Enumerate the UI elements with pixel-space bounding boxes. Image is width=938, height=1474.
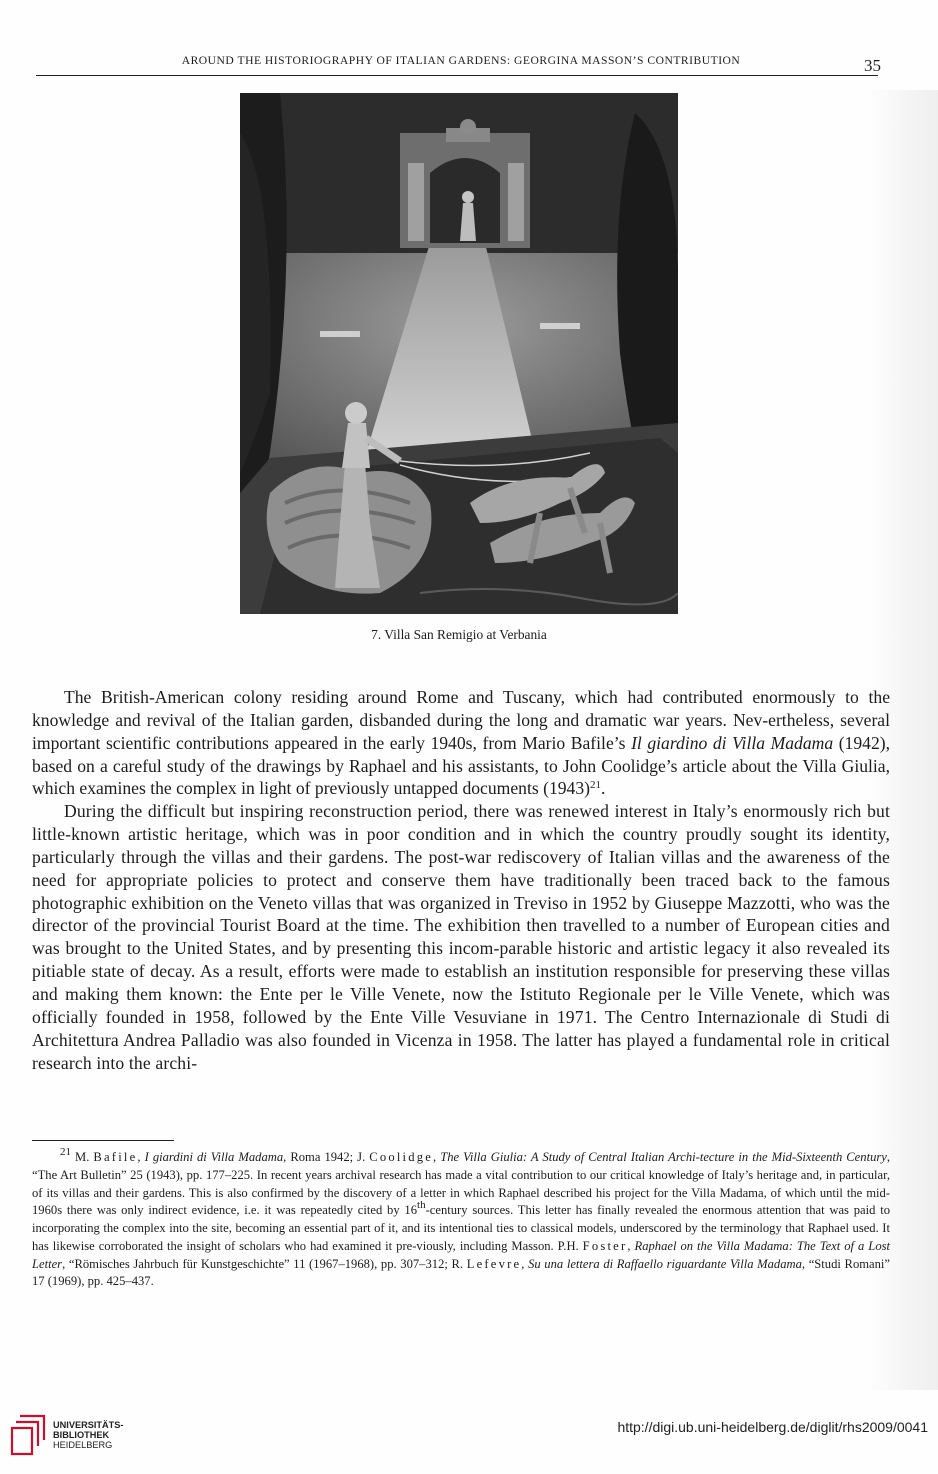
paragraph-text: The British-American colony residing around Rome and Tuscany, which had contributed enormously to the knowledge and revival of the Italian garden, disbanded during the long and dramatic war years. Nev-ertheless, several important scientific contributions appeared in the early 1940s, from Mario Bafile’s (32, 687, 890, 753)
footnote-text: -century sources. This letter has finally revealed the enormous attention that was paid to incorporating the complex into the site, becoming an essential part of it, and its intentional ties to classical models, underscored by the terminology that Raphael used. It has likewise corroborated the insight of scholars who had examined it pre-viously, including Masson. P.H. (32, 1203, 890, 1253)
footnote-paragraph (32, 1146, 891, 1291)
source-url-link[interactable]: http://digi.ub.uni-heidelberg.de/diglit/rhs2009/0041 (617, 1419, 928, 1435)
work-title: Su una lettera di Raffaello riguardante Villa Madama (528, 1256, 802, 1271)
footnote-reference: 21 (590, 779, 601, 792)
work-title: The Villa Giulia: A Study of Central Italian Archi-tecture in the Mid-Sixteenth Century (440, 1150, 887, 1164)
library-logo-icon (10, 1414, 46, 1456)
figure-photograph (240, 93, 678, 614)
footnote-text: , (521, 1256, 529, 1271)
figure-caption: 7. Villa San Remigio at Verbania (371, 627, 547, 642)
garden-photo-illustration (240, 93, 678, 614)
paragraph-text: . (601, 778, 606, 799)
running-head: AROUND THE HISTORIOGRAPHY OF ITALIAN GARDENS: GEORGINA MASSON’S CONTRIBUTION (181, 54, 741, 67)
footnote-number: 21 (60, 1146, 71, 1158)
logo-line: BIBLIOTHEK (53, 1430, 110, 1440)
footnote-rule (32, 1140, 174, 1141)
author-name: Coolidge (369, 1150, 434, 1164)
footnote-text: , “Studi Romani” 17 (1969), pp. 425–437. (32, 1256, 891, 1289)
footnote-text: , Roma 1942; J. (283, 1150, 370, 1164)
page-number: 35 (864, 56, 881, 75)
author-name: Foster (582, 1238, 628, 1253)
paragraph-text: (1942), based on a careful study of the drawings by Raphael and his assistants, to John Coolidge’s article about the Villa Giulia, which examines the complex in light of previously untapped documents (1943) (32, 732, 891, 799)
header-rule (36, 75, 878, 76)
library-logo-text (53, 1420, 123, 1450)
footnote-text: , (137, 1150, 145, 1164)
ordinal-suffix: th (417, 1199, 426, 1212)
logo-line: UNIVERSITÄTS- (53, 1420, 124, 1430)
paragraph: During the difficult but inspiring reconstruction period, there was renewed interest in Italy’s enormously rich but little-known artistic heritage, which was in poor condition and in which the country proudly sought its identity, particularly through the villas and their gardens. The post-war rediscovery of Italian villas and the awareness of the need for appropriate policies to protect and conserve them have traditionally been traced back to the famous photographic exhibition on the Veneto villas that was organized in Treviso in 1952 by Giuseppe Mazzotti, who was the director of the provincial Tourist Board at the time. The exhibition then travelled to a number of European cities and was brought to the United States, and by presenting this incom-parable historic and artistic legacy it also revealed its pitiable state of decay. As a result, efforts were made to establish an institution responsible for preserving these villas and making them known: the Ente per le Ville Venete, now the Istituto Regionale per le Ville Venete, which was officially founded in 1958, followed by the Ente Ville Vesuviane in 1971. The Centro Internazionale di Studi di Architettura Andrea Palladio was also founded in Vicenza in 1958. The latter has played a fundamental role in critical research into the archi- (32, 801, 890, 1073)
footnote-text: M. (75, 1150, 94, 1164)
author-name: Lefevre (466, 1256, 522, 1271)
work-title: I giardini di Villa Madama (144, 1150, 284, 1164)
footnote-text: , (627, 1238, 635, 1253)
footnote-text: , “Römisches Jahrbuch für Kunstgeschichte” 11 (1967–1968), pp. 307–312; R. (62, 1256, 467, 1271)
footnote (32, 1146, 891, 1291)
italic-title: Il giardino di Villa Madama (631, 732, 834, 753)
footnote-text: , (433, 1150, 441, 1164)
work-title: Raphael on the Villa Madama: The Text of a Lost Letter (32, 1238, 891, 1271)
library-logo[interactable] (10, 1414, 160, 1458)
body-text (32, 686, 890, 1074)
paragraph (32, 686, 890, 800)
footnote-text: , “The Art Bulletin” 25 (1943), pp. 177–225. In recent years archival research has made a vital contribution to our critical knowledge of Italy’s heritage and, in particular, of its villas and their gardens. This is also confirmed by the discovery of a letter in which Raphael described his project for the Villa Madama, of which until the mid-1960s there was only indirect evidence, i.e. it was repeatedly cited by 16 (32, 1150, 891, 1218)
logo-line: HEIDELBERG (53, 1440, 113, 1450)
author-name: Bafile (93, 1150, 138, 1164)
